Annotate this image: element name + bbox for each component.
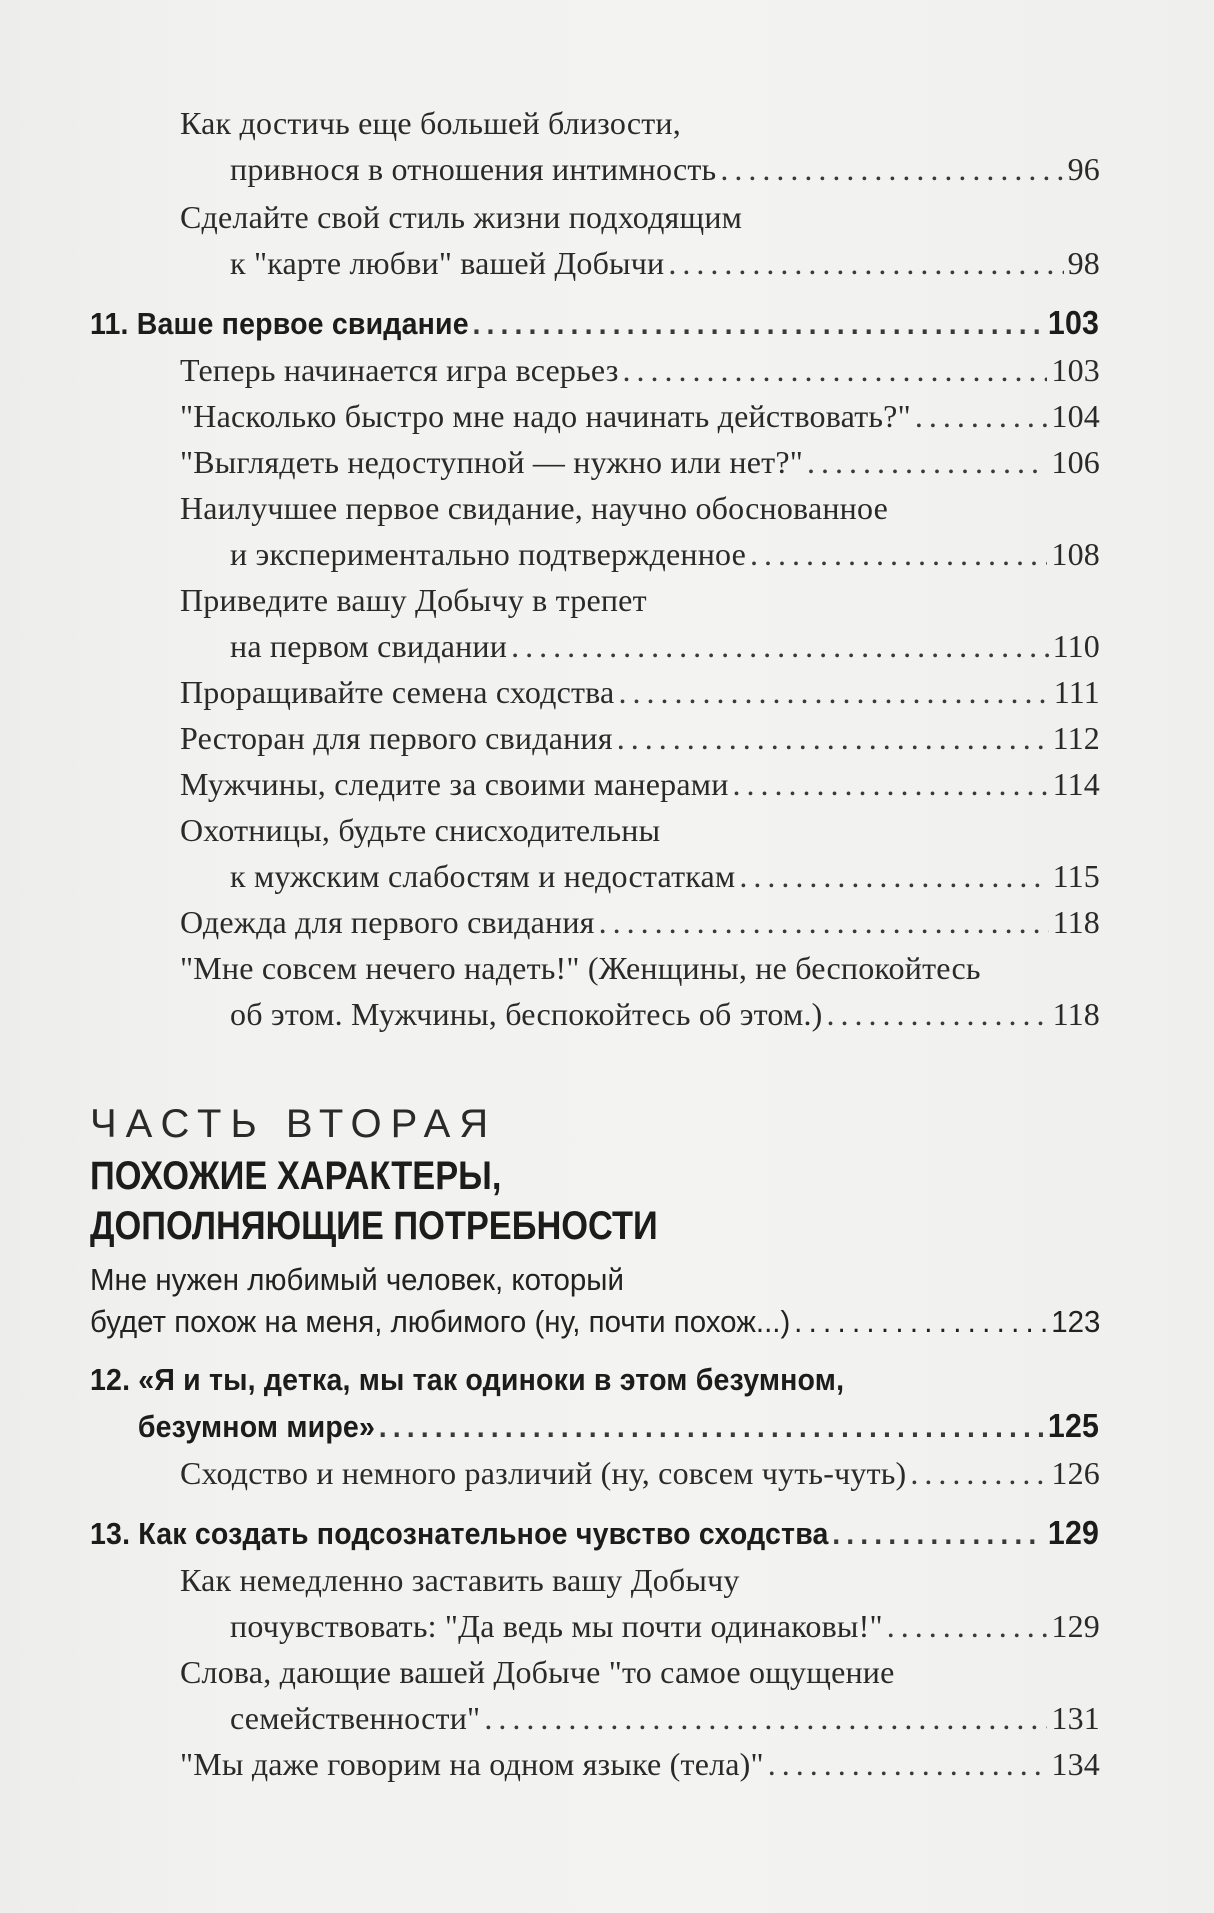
page-number: 134 [1051,1746,1100,1782]
chapter-heading [90,1357,1099,1450]
leader-dots [807,439,1047,485]
toc-entry [90,715,1100,761]
toc-entry-text: семейственности" [230,1700,481,1736]
toc-entry-text: об этом. Мужчины, беспокойтесь об этом.) [230,996,823,1032]
toc-entry [90,194,1100,286]
part-title-line: ПОХОЖИЕ ХАРАКТЕРЫ, [90,1154,502,1198]
leader-dots [668,240,1063,286]
toc-entry [90,761,1100,807]
toc-entry-text: "Мы даже говорим на одном языке (тела)" [180,1746,764,1782]
page-number: 103 [1047,304,1100,341]
toc-entry-text: почувствовать: "Да ведь мы почти одинаковы!" [230,1608,883,1644]
leader-dots [733,761,1049,807]
part-description-text: Мне нужен любимый человек, который [90,1262,624,1297]
chapter-heading [90,300,1099,347]
toc-entry-text: Как достичь еще большей близости, [180,105,681,141]
toc-entry [90,807,1100,899]
chapter-heading [90,1510,1099,1557]
toc-entry-text: "Насколько быстро мне надо начинать действовать?" [180,398,911,434]
toc-entry-text: Теперь начинается игра всерьез [180,352,619,388]
toc-entry-text: на первом свидании [230,628,508,664]
page-number: 125 [1047,1407,1100,1444]
toc-entry [90,393,1100,439]
leader-dots [794,1301,1047,1343]
leader-dots [720,146,1063,192]
leader-dots [599,899,1049,945]
page-number: 106 [1051,444,1100,480]
toc-entry-text: привнося в отношения интимность [230,151,717,187]
leader-dots [910,1450,1047,1496]
leader-dots [768,1741,1048,1787]
toc-entry-text: Слова, дающие вашей Добыче "то самое ощущение [180,1654,895,1690]
leader-dots [618,669,1049,715]
toc-entry-text: Наилучшее первое свидание, научно обоснованное [180,490,888,526]
part-title-line: ДОПОЛНЯЮЩИЕ ПОТРЕБНОСТИ [90,1204,658,1248]
toc-entry [90,1557,1100,1649]
page-number: 114 [1052,766,1100,802]
toc-entry [90,945,1100,1037]
leader-dots [915,393,1048,439]
toc-entry-text: к "карте любви" вашей Добычи [230,245,665,281]
toc-entry-text: к мужским слабостям и недостаткам [230,858,736,894]
toc-entry [90,577,1100,669]
toc-entry-text: Охотницы, будьте снисходительны [180,812,661,848]
page-number: 118 [1052,904,1100,940]
toc-entry [90,899,1100,945]
toc-entry [90,1741,1100,1787]
leader-dots [617,715,1049,761]
page-number: 111 [1053,674,1100,710]
leader-dots [832,1511,1044,1557]
part-description-text: будет похож на меня, любимого (ну, почти похож...) [90,1304,791,1339]
toc-entry-text: "Мне совсем нечего надеть!" (Женщины, не беспокойтесь [180,950,981,986]
toc-entry-text: Сходство и немного различий (ну, совсем чуть-чуть) [180,1455,907,1491]
page-number: 98 [1067,245,1100,281]
toc-entry [90,1649,1100,1741]
toc-entry-text: Проращивайте семена сходства [180,674,615,710]
toc-entry [90,100,1100,192]
page-number: 104 [1051,398,1100,434]
leader-dots [473,301,1045,347]
page-number: 115 [1052,858,1100,894]
part-label: ЧАСТЬ ВТОРАЯ [90,1102,498,1146]
toc-entry-text: "Выглядеть недоступной — нужно или нет?" [180,444,804,480]
part-title [90,1151,1098,1251]
page-number: 131 [1051,1700,1100,1736]
page-number: 96 [1067,151,1100,187]
toc-entry-text: Ресторан для первого свидания [180,720,613,756]
page-number: 129 [1047,1514,1100,1551]
table-of-contents [90,100,1100,1787]
page-number: 112 [1052,720,1100,756]
toc-entry-text: Приведите вашу Добычу в трепет [180,582,647,618]
leader-dots [827,991,1049,1037]
page-number: 123 [1051,1304,1101,1339]
toc-entry-text: Мужчины, следите за своими манерами [180,766,729,802]
chapter-title: 12. «Я и ты, детка, мы так одиноки в этом безумном, [90,1362,845,1397]
leader-dots [739,853,1048,899]
chapter-title: 11. Ваше первое свидание [90,306,469,341]
leader-dots [750,531,1047,577]
page-number: 118 [1052,996,1100,1032]
leader-dots [623,347,1048,393]
page-number: 110 [1052,628,1100,664]
part-description [90,1259,1100,1343]
page-number: 126 [1051,1455,1100,1491]
leader-dots [511,623,1048,669]
toc-entry [90,1450,1100,1496]
leader-dots [379,1404,1045,1450]
toc-entry [90,439,1100,485]
leader-dots [887,1603,1048,1649]
toc-entry [90,669,1100,715]
page-number: 129 [1051,1608,1100,1644]
chapter-title: безумном мире» [137,1409,376,1444]
toc-entry-text: Одежда для первого свидания [180,904,595,940]
chapter-title: 13. Как создать подсознательное чувство сходства [90,1516,829,1551]
toc-entry-text: Сделайте свой стиль жизни подходящим [180,199,743,235]
toc-entry [90,347,1100,393]
toc-entry [90,485,1100,577]
page-number: 108 [1051,536,1100,572]
toc-entry-text: и экспериментально подтвержденное [230,536,747,572]
toc-entry-text: Как немедленно заставить вашу Добычу [180,1562,740,1598]
leader-dots [484,1695,1047,1741]
page-number: 103 [1051,352,1100,388]
